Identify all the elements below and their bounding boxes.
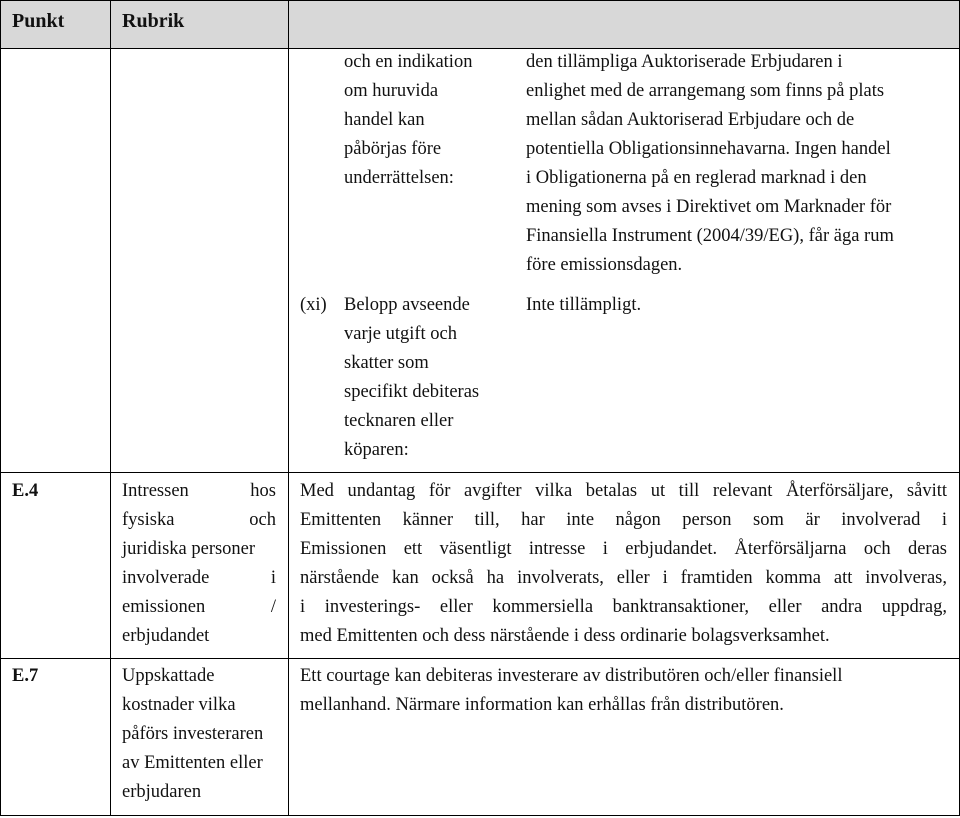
rubrik-line: påförs investeraren (122, 724, 264, 744)
item-x-label (344, 48, 472, 193)
table-top-border (0, 0, 960, 1)
item-x-label-line: om huruvida (344, 81, 439, 101)
item-xi-label (344, 291, 479, 465)
row-e4-text-line: Emittenten känner till, har inte någon person som är involverad i (300, 510, 947, 530)
col-divider-2 (288, 0, 289, 816)
row-e7-text-line: mellanhand. Närmare information kan erhållas från distributören. (300, 695, 784, 715)
rubrik-line: av Emittenten eller (122, 753, 263, 773)
item-xi-number: (xi) (300, 295, 327, 315)
item-x-label-line: påbörjas före (344, 139, 442, 159)
row-e7-punkt: E.7 (12, 666, 39, 686)
row-e4-text-line: Emissionen ett väsentligt intresse i erbjudandet. Återförsäljarna och deras (300, 539, 947, 559)
item-xi-text: Inte tillämpligt. (526, 295, 642, 315)
rubrik-line: juridiska personer (122, 539, 256, 559)
item-x-text-line: Finansiella Instrument (2004/39/EG), får äga rum (526, 226, 894, 246)
item-xi-label-line: varje utgift och (344, 324, 458, 344)
rubrik-line: Uppskattade (122, 666, 215, 686)
rubrik-line: involverade i (122, 568, 276, 588)
row-e4-punkt: E.4 (12, 481, 39, 501)
item-xi-label-line: specifikt debiteras (344, 382, 480, 402)
rubrik-line: emissionen / (122, 597, 276, 617)
row-e4-rubrik (122, 477, 276, 651)
row-e4-text-line: Med undantag för avgifter vilka betalas ut till relevant Återförsäljare, såvitt (300, 481, 947, 501)
row-e7-text-line: Ett courtage kan debiteras investerare av distributören och/eller finansiell (300, 666, 843, 686)
row-e4-text-line: i investerings- eller kommersiella banktransaktioner, eller andra uppdrag, (300, 597, 947, 617)
item-xi-label-line: tecknaren eller (344, 411, 454, 431)
row-e4-top-border (0, 472, 960, 473)
rubrik-line: fysiska och (122, 510, 276, 530)
header-rubrik: Rubrik (122, 10, 185, 32)
item-x-label-line: handel kan (344, 110, 425, 130)
table-left-border (0, 0, 1, 816)
row-e4-text (300, 477, 947, 651)
item-x-text-line: mening som avses i Direktivet om Marknader för (526, 197, 892, 217)
item-xi-label-line: köparen: (344, 440, 409, 460)
item-xi-label-line: Belopp avseende (344, 295, 470, 315)
col-divider-1 (110, 0, 111, 816)
rubrik-line: erbjudaren (122, 782, 202, 802)
rubrik-line: Intressen hos (122, 481, 276, 501)
row-e4-text-line: med Emittenten och dess närstående i dess ordinarie bolagsverksamhet. (300, 626, 830, 646)
row-e7-text (300, 662, 947, 720)
table-bottom-border (0, 815, 960, 816)
item-x-text-line: enlighet med de arrangemang som finns på plats (526, 81, 885, 101)
row-e7-rubrik (122, 662, 282, 807)
item-x-text-line: i Obligationerna på en reglerad marknad i den (526, 168, 867, 188)
item-x-text-line: potentiella Obligationsinnehavarna. Ingen handel (526, 139, 891, 159)
item-x-text-line: mellan sådan Auktoriserad Erbjudare och de (526, 110, 855, 130)
item-x-text-line: den tillämpliga Auktoriserade Erbjudaren i (526, 52, 843, 72)
row-e7-top-border (0, 658, 960, 659)
header-punkt: Punkt (12, 10, 65, 32)
rubrik-line: kostnader vilka (122, 695, 236, 715)
row-e4-text-line: närstående kan också ha involverats, eller i framtiden komma att involveras, (300, 568, 947, 588)
item-x-label-line: underrättelsen: (344, 168, 454, 188)
item-x-label-line: och en indikation (344, 52, 473, 72)
item-xi-label-line: skatter som (344, 353, 429, 373)
item-x-text-line: före emissionsdagen. (526, 255, 683, 275)
item-x-text (526, 48, 946, 280)
rubrik-line: erbjudandet (122, 626, 210, 646)
